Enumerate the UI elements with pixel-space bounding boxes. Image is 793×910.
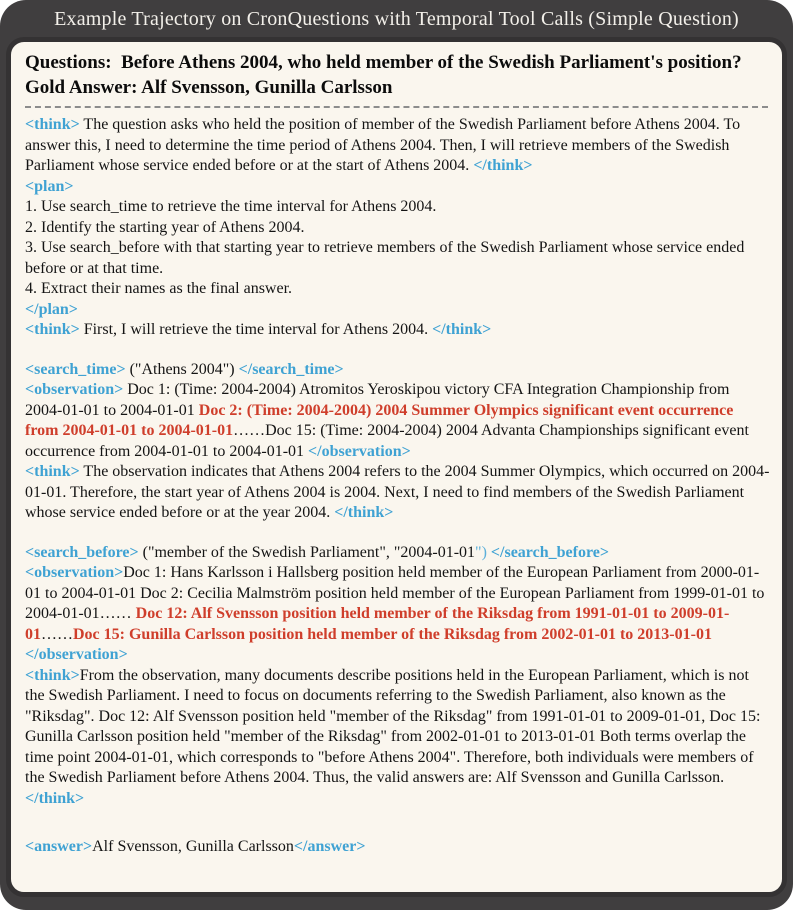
search-time-call xyxy=(25,360,770,381)
highlighted-evidence-text: Doc 15: Gunilla Carlsson position held member of the Riksdag from 2002-01-01 to 2013-01-01 xyxy=(73,625,712,643)
xml-tag: </answer> xyxy=(293,838,366,855)
figure-title: Example Trajectory on CronQuestions with Temporal Tool Calls (Simple Question) xyxy=(54,7,739,30)
xml-tag: </think> xyxy=(25,789,85,807)
body-text: 4. Extract their names as the final answer. xyxy=(25,280,293,297)
xml-tag: <plan> xyxy=(25,177,74,195)
body-text: 3. Use search_before with that starting year to retrieve members of the Swedish Parliament whose service ended before or at that time. xyxy=(25,239,745,277)
xml-tag: <answer> xyxy=(25,838,93,855)
plan-open-tag xyxy=(25,177,770,198)
body-text: 1. Use search_time to retrieve the time interval for Athens 2004. xyxy=(25,198,437,215)
body-text: Doc 1: (Time: 2004-2004) Atromitos Yeroskipou victory CFA Integration Championship from 2004-01-01 to 2004-01-01 xyxy=(25,381,730,419)
xml-tag: <think> xyxy=(25,321,80,338)
xml-tag: </think> xyxy=(432,321,492,338)
think-question-analysis xyxy=(25,115,770,177)
xml-tag: </search_before> xyxy=(486,543,609,561)
xml-tag: <think> xyxy=(25,463,80,480)
question-and-gold-answer: Questions: Before Athens 2004, who held member of the Swedish Parliament's position? Gold Answer: Alf Svensson, Gunilla Carlsson xyxy=(25,52,747,98)
body-text: Alf Svensson, Gunilla Carlsson xyxy=(92,838,294,855)
think-olympics-start-year xyxy=(25,462,770,524)
plan-close-tag xyxy=(25,300,770,321)
highlighted-evidence-text: Doc 12: Alf Svensson position held member of the Riksdag from 1991-01-01 to 2009-01-01 xyxy=(25,605,730,643)
search-before-call xyxy=(25,543,770,564)
xml-tag: <think> xyxy=(25,666,80,684)
dashed-divider xyxy=(25,106,768,108)
answer-final xyxy=(25,837,770,858)
body-text: The observation indicates that Athens 2004 refers to the 2004 Summer Olympics, which occurred on 2004-01-01. Therefore, the start year of Athens 2004 is 2004. Next, I need to find members of the Swedish Parliament whose service ended before or at the year 2004. xyxy=(25,463,770,521)
xml-tag: </think> xyxy=(473,157,533,174)
plan-step-4 xyxy=(25,279,770,300)
xml-tag: </plan> xyxy=(25,300,78,318)
xml-tag: </observation> xyxy=(308,442,411,460)
xml-tag: <observation> xyxy=(25,381,124,398)
body-text: ("Athens 2004") xyxy=(125,360,239,378)
blue-argument-text: ") xyxy=(475,543,487,561)
body-text: Doc 1: Hans Karlsson i Hallsberg position held member of the European Parliament from 2000-01-01 to 2004-01-01 Doc 2: Cecilia Malmström position held member of the European Parliament from 1999-01-01 to 2004-01-01…… xyxy=(25,564,765,622)
think-final-reasoning xyxy=(25,666,770,810)
xml-tag: </think> xyxy=(334,504,394,521)
think-first-step xyxy=(25,320,770,341)
plan-step-1 xyxy=(25,197,770,218)
trajectory-body xyxy=(25,115,770,858)
plan-step-3 xyxy=(25,238,770,279)
body-text: The question asks who held the position of member of the Swedish Parliament before Athens 2004. To answer this, I need to determine the time period of Athens 2004. Then, I will retrieve members of the Swedish Parliament whose service ended before or at the start of Athens 2004. xyxy=(25,116,741,174)
highlighted-evidence-text: Doc 2: (Time: 2004-2004) 2004 Summer Olympics significant event occurrence from 2004-01-01 to 2004-01-01 xyxy=(25,401,734,439)
xml-tag: <observation> xyxy=(25,564,124,581)
observation-search-before xyxy=(25,563,770,666)
xml-tag: </observation> xyxy=(25,646,128,663)
body-text: ……Doc 15: (Time: 2004-2004) 2004 Advanta Championships significant event occurrence from 2004-01-01 to 2004-01-01 xyxy=(25,422,749,460)
xml-tag: <think> xyxy=(25,116,80,133)
body-text: From the observation, many documents describe positions held in the European Parliament, which is not the Swedish Parliament. I need to focus on documents referring to the Swedish Parliament, also known as the "Riksdag". Doc 12: Alf Svensson position held "member of the Riksdag" from 1991-01-01 to 2009-01-01, Doc 15: Gunilla Carlsson position held "member of the Riksdag" from 2002-01-01 to 2013-01-01 Both terms overlap the time point 2004-01-01, which corresponds to "before Athens 2004". Therefore, both individuals were members of the Swedish Parliament before Athens 2004. Thus, the valid answers are: Alf Svensson and Gunilla Carlsson. xyxy=(25,666,761,786)
xml-tag: <search_before> xyxy=(25,543,139,561)
observation-search-time xyxy=(25,380,770,462)
xml-tag: </search_time> xyxy=(238,360,344,378)
body-text: 2. Identify the starting year of Athens 2004. xyxy=(25,218,305,236)
body-text: ("member of the Swedish Parliament", "2004-01-01 xyxy=(138,543,476,561)
trajectory-panel xyxy=(6,37,787,897)
plan-step-2 xyxy=(25,218,770,239)
figure-titlebar xyxy=(0,0,793,38)
body-text: …… xyxy=(41,625,73,643)
body-text: First, I will retrieve the time interval for Athens 2004. xyxy=(79,321,433,338)
xml-tag: <search_time> xyxy=(25,360,126,378)
